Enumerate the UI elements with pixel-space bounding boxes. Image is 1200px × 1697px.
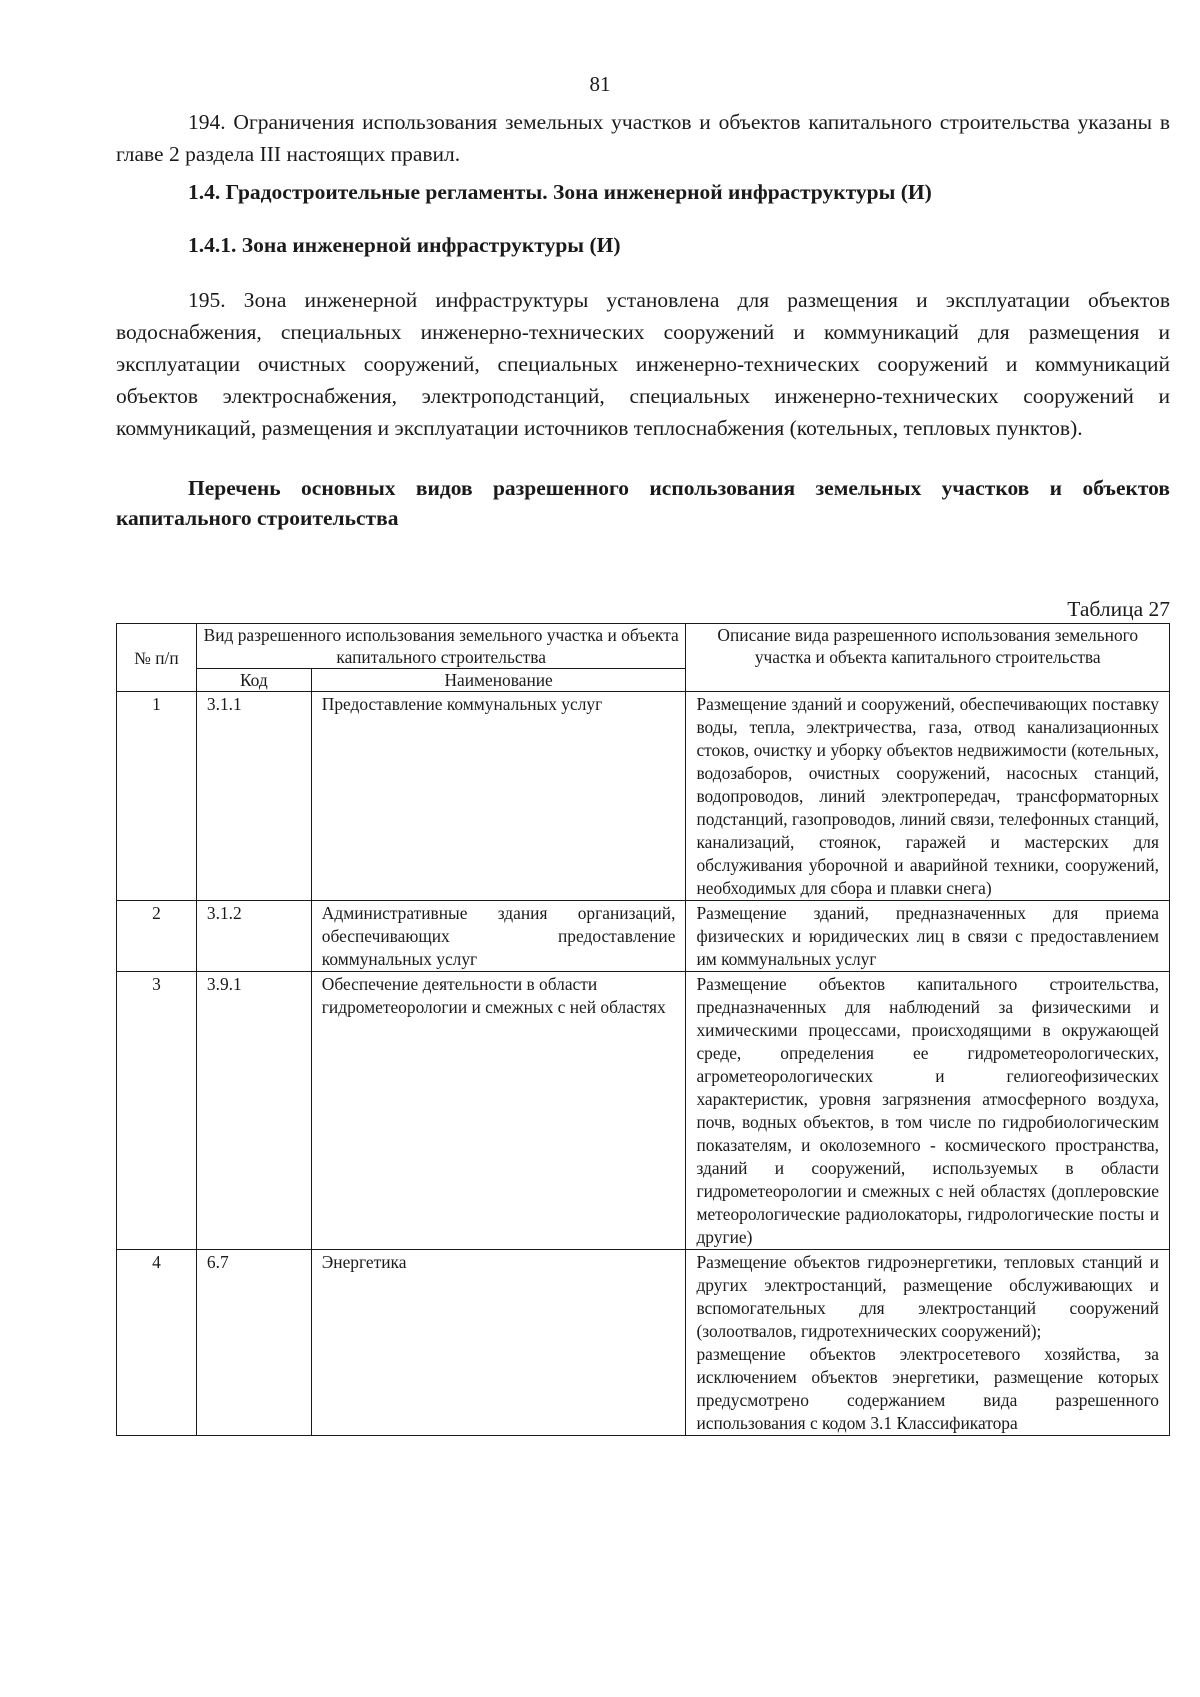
header-number: № п/п: [117, 624, 197, 692]
header-name: Наименование: [311, 669, 686, 692]
header-description: Описание вида разрешенного использования земельного участка и объекта капитального строительства: [686, 624, 1170, 692]
row-description: Размещение зданий и сооружений, обеспечивающих поставку воды, тепла, электричества, газа, отвод канализационных стоков, очистку и уборку объектов недвижимости (котельных, водозаборов, очистных сооружений, насосных станций, водопроводов, линий электропередач, трансформаторных подстанций, газопроводов, линий связи, телефонных станций, канализаций, стоянок, гаражей и мастерских для обслуживания уборочной и аварийной техники, сооружений, необходимых для сбора и плавки снега): [686, 692, 1170, 901]
row-number: 3: [117, 972, 197, 1250]
row-name: Административные здания организаций, обеспечивающих предоставление коммунальных услуг: [311, 901, 686, 972]
land-use-table: [116, 623, 1170, 1436]
table-row: [117, 972, 1170, 1250]
row-number: 4: [117, 1250, 197, 1436]
row-number: 2: [117, 901, 197, 972]
header-use-type-group: Вид разрешенного использования земельного участка и объекта капитального строительства: [196, 624, 686, 669]
paragraph-195: 195. Зона инженерной инфраструктуры установлена для размещения и эксплуатации объектов водоснабжения, специальных инженерно-технических сооружений и коммуникаций для размещения и эксплуатации очистных сооружений, специальных инженерно-технических сооружений и коммуникаций объектов электроснабжения, электроподстанций, специальных инженерно-технических сооружений и коммуникаций, размещения и эксплуатации источников теплоснабжения (котельных, тепловых пунктов).: [116, 288, 1170, 440]
row-name: Предоставление коммунальных услуг: [311, 692, 686, 901]
table-row: [117, 692, 1170, 901]
row-code: 3.1.1: [196, 692, 311, 901]
row-name: Обеспечение деятельности в области гидрометеорологии и смежных с ней областях: [311, 972, 686, 1250]
row-code: 3.9.1: [196, 972, 311, 1250]
table-label: Таблица 27: [1067, 597, 1170, 621]
row-description: Размещение объектов капитального строительства, предназначенных для наблюдений за физическими и химическими процессами, происходящими в окружающей среде, определения ее гидрометеорологических, агрометеорологических и гелиогеофизических характеристик, уровня загрязнения атмосферного воздуха, почв, водных объектов, в том числе по гидробиологическим показателям, и околоземного - космического пространства, зданий и сооружений, используемых в области гидрометеорологии и смежных с ней областях (доплеровские метеорологические радиолокаторы, гидрологические посты и другие): [686, 972, 1170, 1250]
row-description-part-2: размещение объектов электросетевого хозяйства, за исключением объектов энергетики, размещение которых предусмотрено содержанием вида разрешенного использования с кодом 3.1 Классификатора: [696, 1344, 1159, 1433]
row-description: Размещение зданий, предназначенных для приема физических и юридических лиц в связи с предоставлением им коммунальных услуг: [686, 901, 1170, 972]
header-code: Код: [196, 669, 311, 692]
table-caption: Перечень основных видов разрешенного использования земельных участков и объектов капитального строительства: [116, 476, 1170, 530]
table-row: [117, 1250, 1170, 1436]
table-row: [117, 901, 1170, 972]
row-name: Энергетика: [311, 1250, 686, 1436]
row-description-part-1: Размещение объектов гидроэнергетики, тепловых станций и других электростанций, размещение обслуживающих и вспомогательных для электростанций сооружений (золоотвалов, гидротехнических сооружений);: [696, 1252, 1159, 1341]
subsection-heading-1-4-1: 1.4.1. Зона инженерной инфраструктуры (И): [188, 233, 621, 257]
row-code: 3.1.2: [196, 901, 311, 972]
row-number: 1: [117, 692, 197, 901]
row-description: [686, 1250, 1170, 1436]
row-code: 6.7: [196, 1250, 311, 1436]
paragraph-194: 194. Ограничения использования земельных участков и объектов капитального строительства указаны в главе 2 раздела III настоящих правил.: [116, 110, 1170, 166]
page-number: 81: [589, 72, 611, 96]
section-heading-1-4: 1.4. Градостроительные регламенты. Зона инженерной инфраструктуры (И): [188, 180, 932, 204]
